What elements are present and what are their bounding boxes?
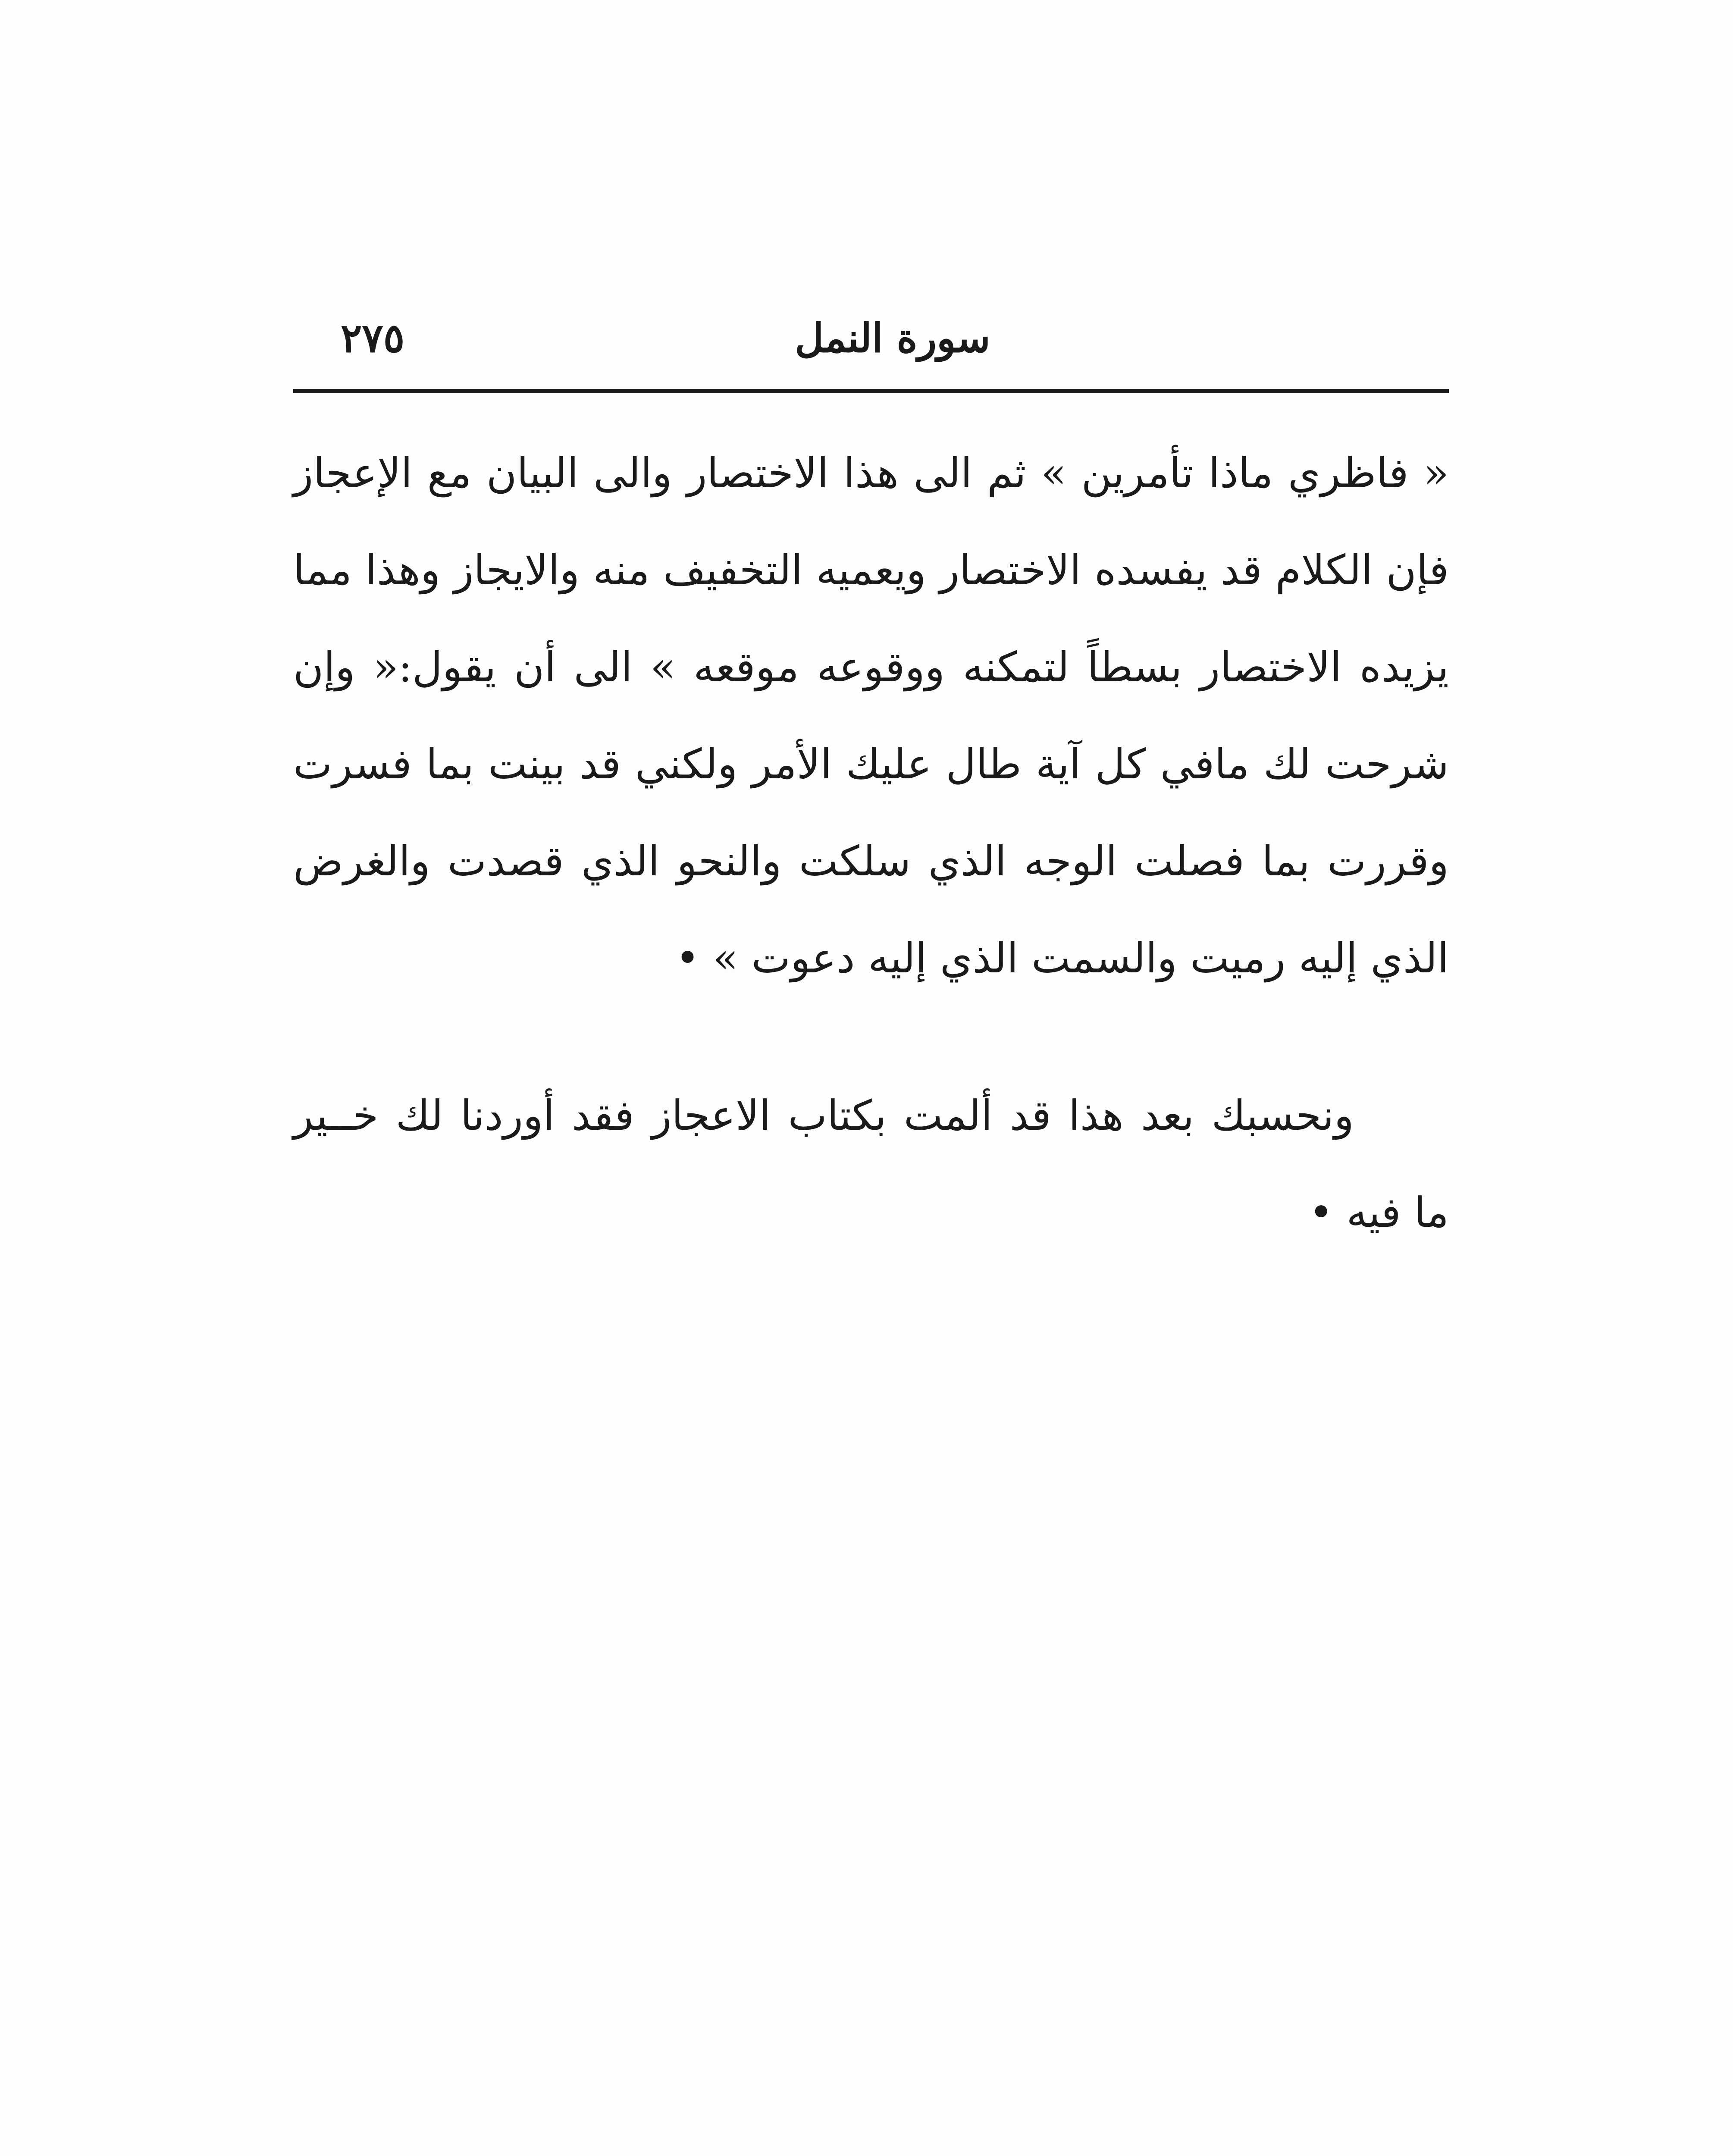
paragraph-closing: ونحسبك بعد هذا قد ألمت بكتاب الاعجاز فقد أوردنا لك خــير ما فيه • <box>293 1091 1449 1237</box>
page-number: ٢٧٥ <box>341 315 405 361</box>
page-header <box>293 302 1449 388</box>
running-title: سورة النمل <box>795 315 990 361</box>
header-rule <box>293 389 1449 393</box>
body-text <box>293 425 1449 1261</box>
paragraph-quote: « فاظري ماذا تأمرين » ثم الى هذا الاختصار والى البيان مع الإعجاز فإن الكلام قد يفسده الاختصار ويعميه التخفيف منه والايجاز وهذا مما يزيده الاختصار بسطاً لتمكنه ووقوعه موقعه » الى أن يقول:« وإن شرحت لك مافي كل آية طال عليك الأمر ولكني قد بينت بما فسرت وقررت بما فصلت الوجه الذي سلكت والنحو الذي قصدت والغرض الذي إليه رميت والسمت الذي إليه دعوت » • <box>293 449 1449 982</box>
